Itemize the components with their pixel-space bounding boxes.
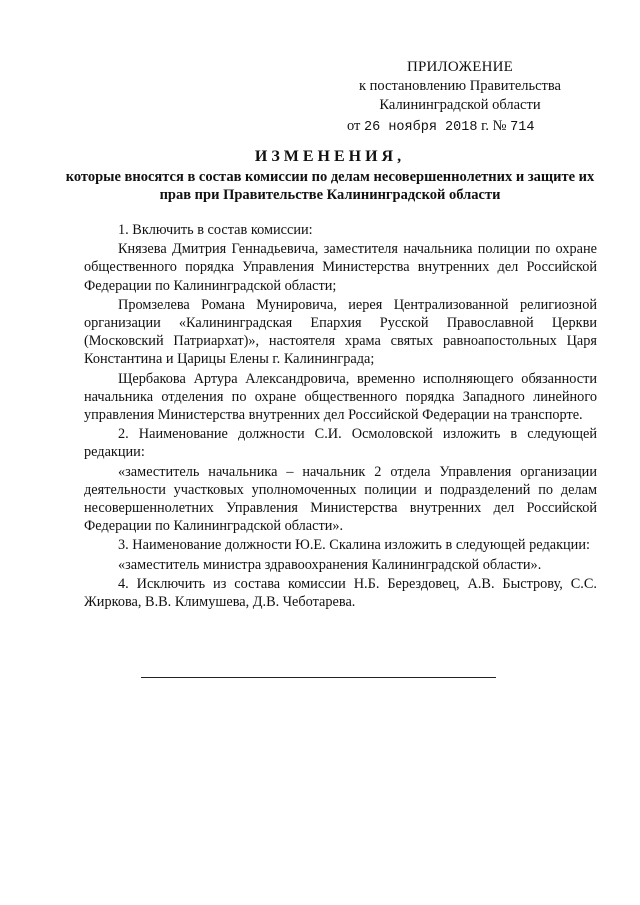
- appendix-block: [330, 58, 590, 137]
- paragraph-osmolovskaya-position: «заместитель начальника – начальник 2 отдела Управления организации деятельности участковых уполномоченных полиции и подразделений по делам несовершеннолетних Управления Министерства внутренних дел Российской Федерации по Калининградской области».: [84, 463, 597, 535]
- heading-subtitle: которые вносятся в состав комиссии по делам несовершеннолетних и защите их прав при Правительстве Калининградской области: [65, 169, 595, 203]
- paragraph-skalin-position: «заместитель министра здравоохранения Калининградской области».: [118, 556, 542, 573]
- paragraph-exclude: 4. Исключить из состава комиссии Н.Б. Берездовец, А.В. Быстрову, С.С. Жиркова, В.В. Климушева, Д.В. Чеботарева.: [84, 575, 597, 611]
- paragraph-promzelev: Промзелева Романа Мунировича, иерея Централизованной религиозной организации «Калининградская Епархия Русской Православной Церкви (Московский Патриархат)», настоятеля храма святых равноапостольных Царя Константина и Царицы Елены г. Калининграда;: [84, 296, 597, 368]
- date-year: 2018: [436, 120, 478, 135]
- appendix-date-line: [330, 117, 590, 137]
- heading-title: ИЗМЕНЕНИЯ,: [254, 148, 406, 165]
- number-prefix: г. №: [477, 118, 511, 134]
- paragraph-shcherbakov: Щербакова Артура Александровича, временно исполняющего обязанности начальника отделения по охране общественного порядка Западного линейного управления Министерства внутренних дел Российской Федерации на транспорте.: [84, 370, 597, 424]
- appendix-resolution-line: к постановлению Правительства: [359, 78, 561, 94]
- paragraph-skalin: 3. Наименование должности Ю.Е. Скалина изложить в следующей редакции:: [118, 537, 590, 554]
- appendix-title: ПРИЛОЖЕНИЕ: [406, 59, 514, 75]
- paragraph-include: 1. Включить в состав комиссии:: [118, 222, 313, 238]
- appendix-region-line: Калининградской области: [379, 97, 541, 113]
- closing-divider: [141, 677, 496, 678]
- paragraph-knyazev: Князева Дмитрия Геннадьевича, заместителя начальника полиции по охране общественного порядка Управления Министерства внутренних дел Российской Федерации по Калининградской области;: [84, 241, 597, 294]
- resolution-number: 714: [510, 120, 535, 135]
- document-heading: [60, 146, 600, 204]
- date-prefix: от: [347, 118, 365, 134]
- date-value: 26 ноября: [364, 120, 437, 135]
- paragraph-osmolovskaya: 2. Наименование должности С.И. Осмоловской изложить в следующей редакции:: [84, 426, 597, 461]
- document-body: [84, 221, 597, 612]
